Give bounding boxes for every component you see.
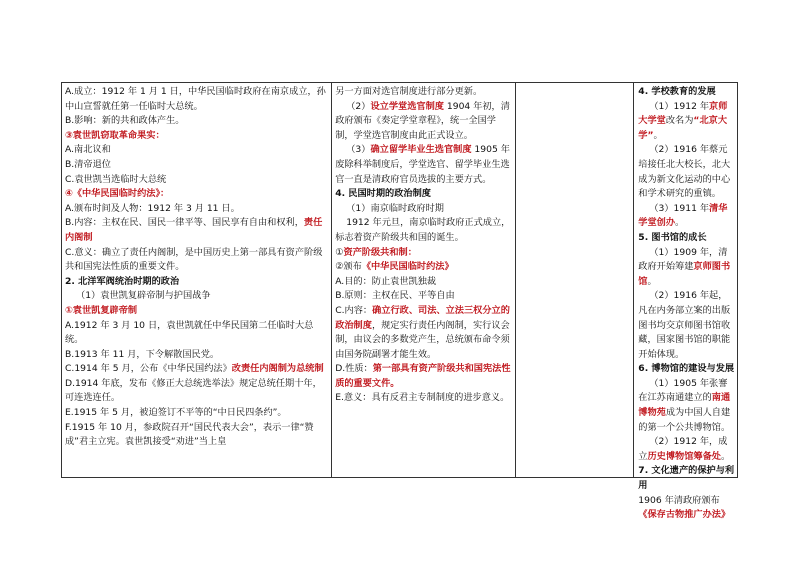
col2-text: ①: [335, 246, 344, 258]
col1-line: [65, 275, 327, 290]
col1-text: E.1915 年 5 月，被迫签订不平等的“中日民四条约”。: [65, 407, 287, 419]
col4-text-after: 。: [720, 450, 731, 462]
col2-text-after: ，规定实行责任内阁制，实行议会制，由议会的多数党产生，总统颁布命令须由国务院副署才能生效。: [335, 319, 510, 360]
col4-line: [638, 289, 735, 362]
col4-text: （2）1912 年，成立: [638, 436, 728, 462]
col1-line: [65, 129, 327, 144]
col1-text: A.1912 年 3 月 10 日，袁世凯就任中华民国第二任临时大总统。: [65, 319, 314, 346]
col1-line: [65, 173, 327, 188]
column-empty: [516, 83, 635, 477]
col2-text: 4. 民国时期的政治制度: [335, 188, 431, 200]
col2-highlight: 资产阶级共和制：: [343, 246, 417, 258]
col2-text: （1）南京临时政府时期: [346, 202, 444, 214]
col1-line: [65, 348, 327, 363]
col2-text: 另一方面对选官制度进行部分更新。: [335, 86, 483, 97]
col2-highlight: 设立学堂选官制度: [370, 100, 444, 112]
col1-line: [65, 289, 327, 304]
col1-text: B.清帝退位: [65, 158, 111, 170]
col4-highlight: 《保存古物推广办法》: [638, 509, 731, 521]
col2-line: [335, 100, 510, 144]
col1-text: A.南北议和: [65, 144, 111, 156]
col4-text: 5. 图书馆的成长: [638, 231, 707, 243]
col4-highlight: 历史博物馆筹备处: [647, 450, 721, 462]
col4-line: [638, 435, 735, 464]
col4-text-after: 改名为: [665, 115, 694, 127]
col2-line: [335, 260, 510, 275]
col4-highlight: 京师大学堂: [638, 100, 728, 127]
col4-text: （2）1916 年起，凡在内务部立案的出版图书均交京师图书馆收藏，国家图书馆的职能开始体现。: [638, 290, 731, 360]
col4-text: 6. 博物馆的建设与发展: [638, 363, 735, 375]
col4-line: [638, 246, 735, 290]
col4-line: [638, 143, 735, 201]
col1-line: [65, 143, 327, 158]
col1-text: A.成立：1912 年 1 月 1 日，中华民国临时政府在南京成立，孙中山宣誓就任第一任临时大总统。: [65, 86, 326, 112]
col2-line: [335, 143, 510, 187]
col1-text: B.1913 年 11 月，下令解散国民党。: [65, 348, 220, 360]
col1-line: [65, 202, 327, 217]
col2-text: C.内容：: [335, 304, 373, 316]
col2-text: D.性质：: [335, 363, 373, 375]
col4-line: [638, 377, 735, 435]
col2-text-after: 1904 年初，清政府颁布《奏定学堂章程》，统一全国学制，学堂选官制度由此正式设立。: [335, 100, 510, 141]
col1-text: B.影响：新的共和政体产生。: [65, 115, 185, 127]
col1-text: ④《中华民国临时约法》：: [65, 188, 170, 200]
col4-line: [638, 494, 735, 523]
col1-text: C.1914 年 5 月，公布《中华民国约法》: [65, 363, 232, 375]
notes-table: [61, 82, 738, 521]
col2-text: ②颁布: [335, 261, 362, 273]
col2-text: 1912 年元旦，南京临时政府正式成立，标志着资产阶级共和国的诞生。: [335, 217, 511, 243]
col1-line: [65, 319, 327, 348]
col2-line: [335, 187, 510, 202]
col2-line: [335, 391, 510, 406]
col4-text: （1）1909 年，清政府开始筹建: [638, 246, 728, 273]
col1-line: [65, 187, 327, 202]
col4-line: [638, 231, 735, 246]
col1-line: [65, 304, 327, 319]
col2-line: [335, 362, 510, 391]
col1-line: [65, 216, 327, 245]
col2-text: A.目的：防止袁世凯独裁: [335, 275, 437, 287]
col2-text: （3）: [346, 144, 371, 156]
col4-text: （1）1905 年张謇在江苏南通建立的: [638, 377, 728, 404]
col1-line: [65, 362, 327, 377]
col1-text: C.意义：确立了责任内阁制，是中国历史上第一部具有资产阶级共和国宪法性质的重要文件。: [65, 246, 323, 273]
col1-line: [65, 377, 327, 406]
column-political-system: [332, 83, 515, 477]
col4-highlight: “北京大学”: [638, 115, 728, 141]
col4-text-after: 。: [653, 129, 663, 141]
col2-line: [335, 246, 510, 261]
col4-text: （1）1912 年: [649, 100, 710, 112]
col4-text-after: 。: [647, 275, 657, 287]
col1-text: ③袁世凯窃取革命果实：: [65, 129, 165, 141]
col4-text: 4. 学校教育的发展: [638, 86, 716, 97]
col4-text: （3）1911 年: [649, 202, 710, 214]
col4-text-after: 。: [675, 217, 685, 229]
col2-highlight: 《中华民国临时约法》: [361, 261, 454, 273]
col2-line: [335, 289, 510, 304]
col2-highlight: 确立行政、司法、立法三权分立的政治制度: [335, 304, 510, 331]
col2-highlight: 确立留学毕业生选官制度: [370, 144, 472, 156]
col2-text: B.原则：主权在民、平等自由: [335, 290, 455, 302]
col4-highlight: 京师图书馆: [638, 261, 731, 287]
col2-line: [335, 275, 510, 290]
col4-line: [638, 464, 735, 493]
col1-highlight: 责任内阁制: [65, 217, 323, 243]
col2-highlight: 第一部具有资产阶级共和国宪法性质的重要文件。: [335, 363, 511, 389]
col2-line: [335, 216, 510, 245]
col4-highlight: 南通博物苑: [638, 392, 731, 419]
col1-text: B.内容：主权在民、国民一律平等、国民享有自由和权利，: [65, 217, 304, 229]
col1-line: [65, 421, 327, 450]
col1-text: F.1915 年 10 月，参政院召开“国民代表大会”，表示一律“赞成”君主立宪。袁世凯接受“劝进”当上皇: [65, 421, 314, 448]
col1-line: [65, 246, 327, 275]
col1-text: C.袁世凯当选临时大总统: [65, 173, 167, 185]
column-politics-republic: [62, 83, 332, 477]
col4-line: [638, 202, 735, 231]
col1-line: [65, 85, 327, 114]
col1-text: 2. 北洋军阀统治时期的政治: [65, 275, 180, 287]
col1-line: [65, 406, 327, 421]
col1-highlight: 改责任内阁制为总统制: [231, 363, 324, 375]
col4-line: [638, 85, 735, 100]
col4-text-after: 成为中国人自建的第一个公共博物馆。: [638, 407, 731, 433]
col1-text: ①袁世凯复辟帝制: [65, 304, 138, 316]
col1-text: A.颁布时间及人物：1912 年 3 月 11 日。: [65, 202, 240, 214]
col4-text: 1906 年清政府颁布: [638, 494, 720, 506]
col2-text: E.意义：具有反君主专制制度的进步意义。: [335, 392, 510, 404]
col2-text-after: 1905 年废除科举制度后，学堂选官、留学毕业生选官一直是清政府官员选拔的主要方式。: [335, 144, 510, 185]
col1-line: [65, 114, 327, 129]
col4-highlight: 清华学堂创办: [638, 202, 728, 229]
col2-line: [335, 85, 510, 100]
col4-text: （2）1916 年蔡元培接任北大校长，北大成为新文化运动的中心和学术研究的重镇。: [638, 144, 731, 200]
col4-line: [638, 100, 735, 144]
col1-text: （1）袁世凯复辟帝制与护国战争: [76, 290, 211, 302]
col2-line: [335, 202, 510, 217]
col2-text: （2）: [346, 100, 371, 112]
column-culture-education: [634, 83, 737, 521]
col1-line: [65, 158, 327, 173]
col4-text: 7. 文化遗产的保护与利用: [638, 465, 735, 492]
col4-line: [638, 362, 735, 377]
col1-text: D.1914 年底，发布《修正大总统选举法》规定总统任期十年，可连选连任。: [65, 377, 322, 404]
col2-line: [335, 304, 510, 362]
